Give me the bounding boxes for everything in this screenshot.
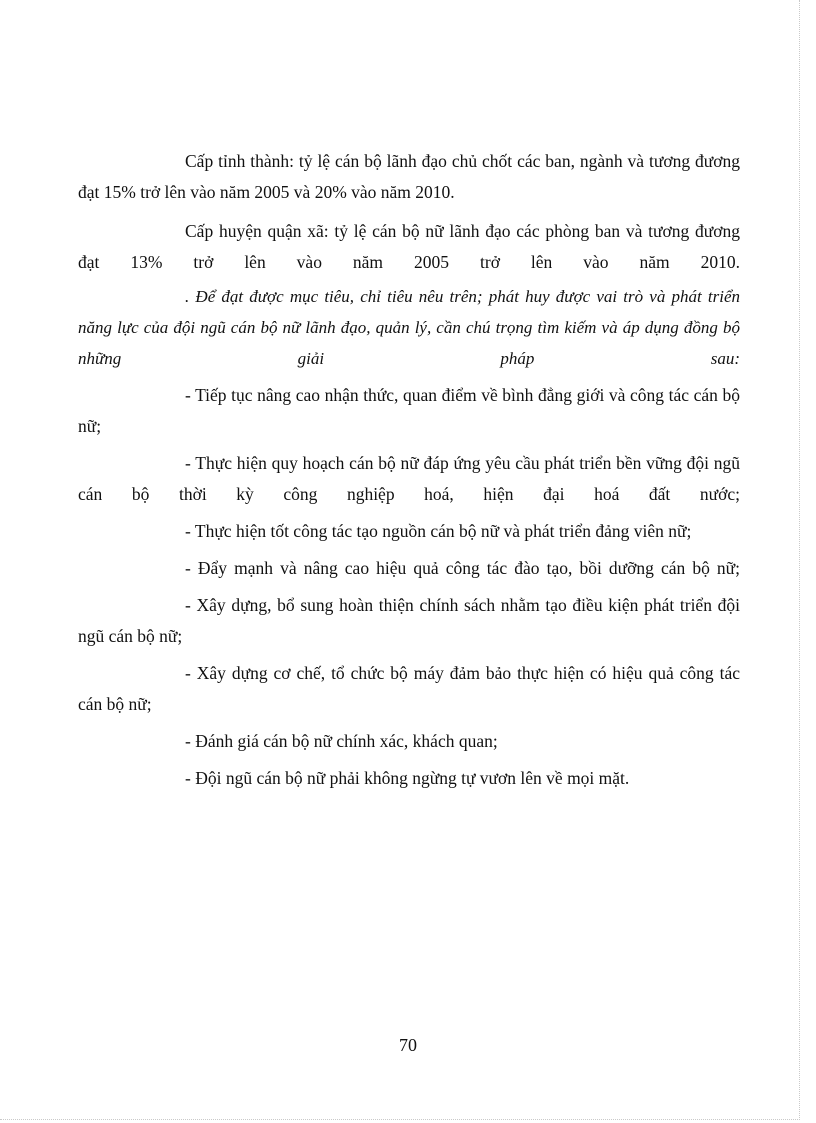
paragraph-provincial-target: Cấp tỉnh thành: tỷ lệ cán bộ lãnh đạo chủ chốt các ban, ngành và tương đương đạt 15% trở lên vào năm 2005 và 20% vào năm 2010. (78, 151, 740, 202)
list-item-awareness: - Tiếp tục nâng cao nhận thức, quan điểm về bình đẳng giới và công tác cán bộ nữ; (78, 385, 740, 436)
paragraph-district-target: Cấp huyện quận xã: tỷ lệ cán bộ nữ lãnh đạo các phòng ban và tương đương đạt 13% trở lên vào năm 2005 trở lên vào năm 2010. (78, 221, 740, 272)
list-item-policy: - Xây dựng, bổ sung hoàn thiện chính sách nhằm tạo điều kiện phát triển đội ngũ cán bộ nữ; (78, 595, 740, 646)
list-item-planning: - Thực hiện quy hoạch cán bộ nữ đáp ứng yêu cầu phát triển bền vững đội ngũ cán bộ thời kỳ công nghiệp hoá, hiện đại hoá đất nước; (78, 453, 740, 504)
document-body (78, 146, 740, 794)
list-item-training: - Đẩy mạnh và nâng cao hiệu quả công tác đào tạo, bồi dưỡng cán bộ nữ; (185, 558, 740, 578)
list-item-mechanism: - Xây dựng cơ chế, tổ chức bộ máy đảm bảo thực hiện có hiệu quả công tác cán bộ nữ; (78, 663, 740, 714)
page-number: 70 (399, 1035, 417, 1055)
list-item-self-improvement: - Đội ngũ cán bộ nữ phải không ngừng tự vươn lên về mọi mặt. (185, 768, 630, 788)
paragraph-solutions-intro: . Để đạt được mục tiêu, chỉ tiêu nêu trên; phát huy được vai trò và phát triển năng lực của đội ngũ cán bộ nữ lãnh đạo, quản lý, cần chú trọng tìm kiếm và áp dụng đồng bộ những giải pháp sau: (78, 287, 740, 368)
list-item-source-building: - Thực hiện tốt công tác tạo nguồn cán bộ nữ và phát triển đảng viên nữ; (185, 521, 692, 541)
list-item-evaluation: - Đánh giá cán bộ nữ chính xác, khách quan; (185, 731, 498, 751)
